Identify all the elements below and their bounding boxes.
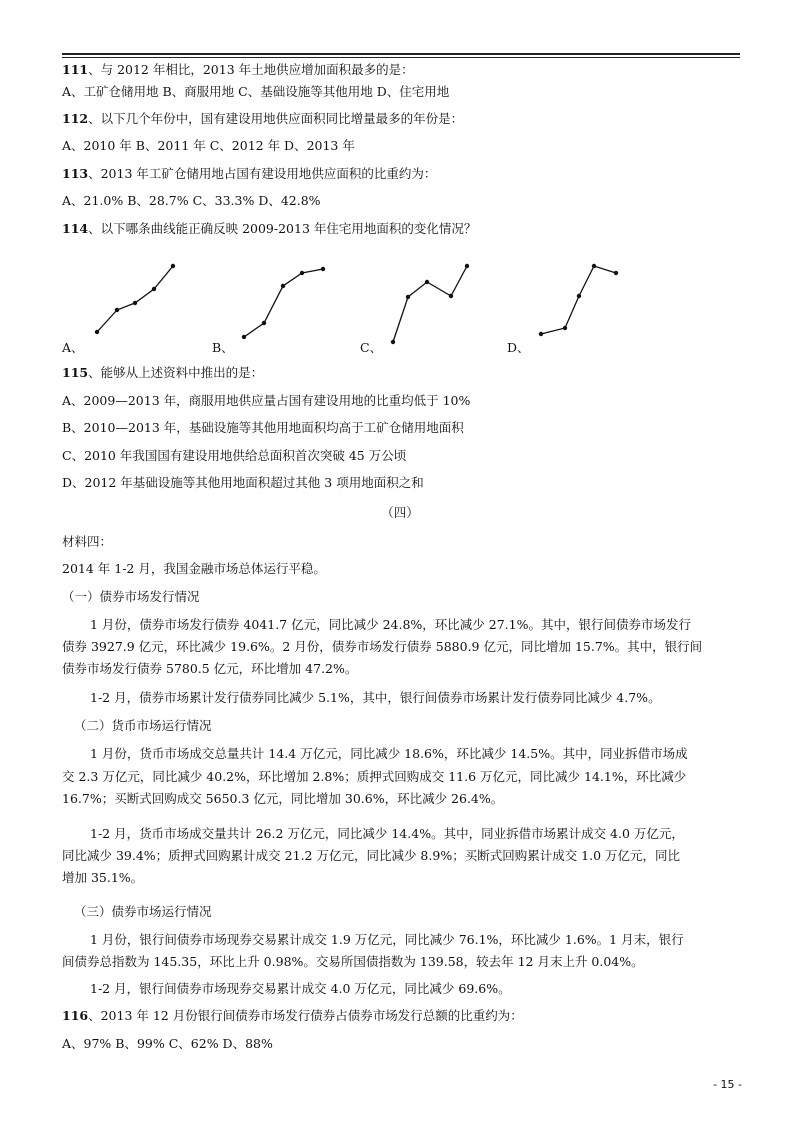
question-116-options: A、97% B、99% C、62% D、88%	[62, 1036, 273, 1051]
question-112: 112、以下几个年份中，国有建设用地供应面积同比增量最多的年份是：	[62, 111, 464, 126]
q114-option-d: D、	[507, 340, 530, 355]
page-number: - 15 -	[713, 1078, 742, 1091]
section-heading: （四）	[381, 505, 419, 520]
q114-option-a: A、	[62, 340, 84, 355]
material-p3-line2: 交 2.3 万亿元，同比减少 40.2%，环比增加 2.8%；质押式回购成交 11.6 万亿元，同比减少 14.1%，环比减少	[62, 769, 687, 784]
header-rule-thick	[62, 53, 740, 55]
material-title: 材料四：	[62, 534, 113, 549]
material-p3-line3: 16.7%；买断式回购成交 5650.3 亿元，同比增加 30.6%，环比减少 26.4%。	[62, 791, 504, 806]
material-p2: 1-2 月，债券市场累计发行债券同比减少 5.1%，其中，银行间债券市场累计发行债券同比减少 4.7%。	[90, 690, 661, 705]
q115-option-b: B、2010—2013 年，基础设施等其他用地面积均高于工矿仓储用地面积	[62, 420, 464, 435]
question-116: 116、2013 年 12 月份银行间债券市场发行债券占债券市场发行总额的比重约为：	[62, 1008, 523, 1023]
material-p1-line1: 1 月份，债券市场发行债券 4041.7 亿元，同比减少 24.8%，环比减少 27.1%。其中，银行间债券市场发行	[90, 617, 691, 632]
question-111-options: A、工矿仓储用地 B、商服用地 C、基础设施等其他用地 D、住宅用地	[62, 84, 450, 99]
material-p1-line2: 债券 3927.9 亿元，环比减少 19.6%。2 月份，债券市场发行债券 5880.9 亿元，同比增加 15.7%。其中，银行间	[62, 639, 703, 654]
material-p4-line3: 增加 35.1%。	[62, 870, 144, 885]
curve-a	[97, 266, 173, 332]
material-heading-1: （一）债券市场发行情况	[62, 589, 200, 604]
question-114: 114、以下哪条曲线能正确反映 2009-2013 年住宅用地面积的变化情况？	[62, 221, 477, 236]
material-p4-line1: 1-2 月，货币市场成交量共计 26.2 万亿元，同比减少 14.4%。其中，同业拆借市场累计成交 4.0 万亿元，	[90, 826, 684, 841]
material-heading-2: （二）货币市场运行情况	[74, 718, 212, 733]
curve-b	[244, 269, 323, 337]
header-rule-thin	[62, 57, 740, 58]
curve-c	[393, 266, 467, 342]
material-p3-line1: 1 月份，货币市场成交总量共计 14.4 万亿元，同比减少 18.6%，环比减少 14.5%。其中，同业拆借市场成	[90, 746, 688, 761]
curve-d	[541, 266, 616, 334]
q114-curves	[60, 255, 760, 355]
q115-option-a: A、2009—2013 年，商服用地供应量占国有建设用地的比重均低于 10%	[62, 393, 471, 408]
q114-option-b: B、	[212, 340, 234, 355]
question-113: 113、2013 年工矿仓储用地占国有建设用地供应面积的比重约为：	[62, 166, 437, 181]
material-heading-3: （三）债券市场运行情况	[74, 904, 212, 919]
material-p5-line1: 1 月份，银行间债券市场现券交易累计成交 1.9 万亿元，同比减少 76.1%，环比减少 1.6%。1 月末，银行	[90, 932, 684, 947]
question-113-options: A、21.0% B、28.7% C、33.3% D、42.8%	[62, 193, 321, 208]
material-p1-line3: 债券市场发行债券 5780.5 亿元，环比增加 47.2%。	[62, 661, 358, 676]
question-112-options: A、2010 年 B、2011 年 C、2012 年 D、2013 年	[62, 138, 355, 153]
q115-option-c: C、2010 年我国国有建设用地供给总面积首次突破 45 万公顷	[62, 448, 407, 463]
material-p6: 1-2 月，银行间债券市场现券交易累计成交 4.0 万亿元，同比减少 69.6%。	[90, 981, 511, 996]
question-111: 111、与 2012 年相比，2013 年土地供应增加面积最多的是：	[62, 62, 414, 77]
material-p4-line2: 同比减少 39.4%；质押式回购累计成交 21.2 万亿元，同比减少 8.9%；买断式回购累计成交 1.0 万亿元，同比	[62, 848, 681, 863]
question-115: 115、能够从上述资料中推出的是：	[62, 365, 264, 380]
q114-option-c: C、	[360, 340, 383, 355]
q115-option-d: D、2012 年基础设施等其他用地面积超过其他 3 项用地面积之和	[62, 475, 424, 490]
material-intro: 2014 年 1-2 月，我国金融市场总体运行平稳。	[62, 561, 326, 576]
material-p5-line2: 间债券总指数为 145.35，环比上升 0.98%。交易所国债指数为 139.58，较去年 12 月末上升 0.04%。	[62, 954, 644, 969]
